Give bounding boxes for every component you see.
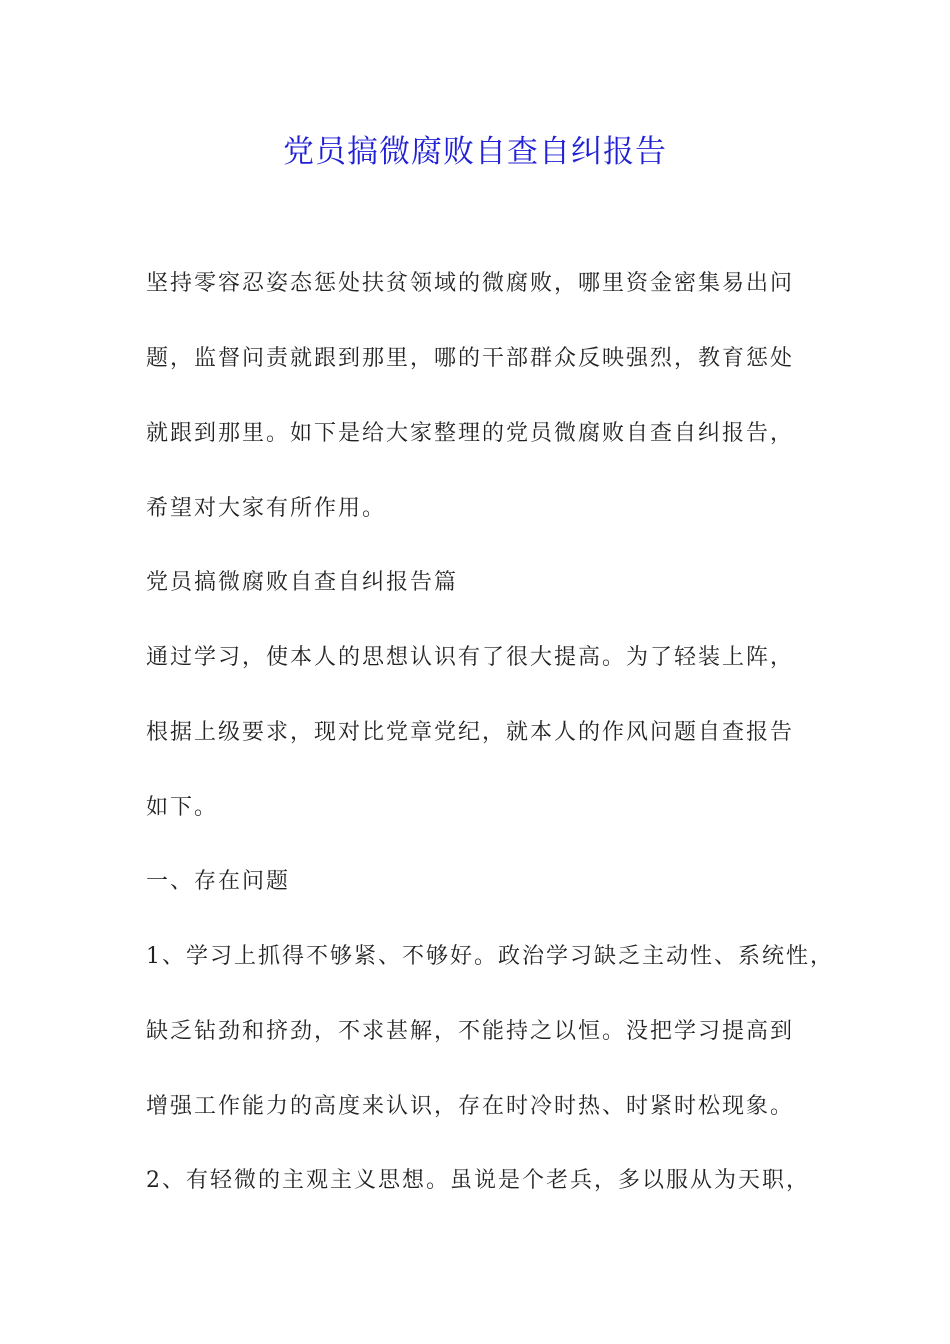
body-line: 通过学习，使本人的思想认识有了很大提高。为了轻装上阵，: [146, 645, 795, 670]
body-line: 如下。: [146, 795, 219, 820]
body-line: 1、学习上抓得不够紧、不够好。政治学习缺乏主动性、系统性，: [146, 944, 834, 969]
body-line: 希望对大家有所作用。: [146, 496, 387, 521]
section-heading: 一、存在问题: [146, 869, 291, 894]
body-line: 缺乏钻劲和挤劲，不求甚解，不能持之以恒。没把学习提高到: [146, 1019, 795, 1044]
body-line: 根据上级要求，现对比党章党纪，就本人的作风问题自查报告: [146, 720, 795, 745]
section-heading: 党员搞微腐败自查自纠报告篇: [146, 570, 459, 595]
body-line: 就跟到那里。如下是给大家整理的党员微腐败自查自纠报告，: [146, 421, 795, 446]
body-line: 增强工作能力的高度来认识，存在时冷时热、时紧时松现象。: [146, 1094, 795, 1119]
body-line: 题，监督问责就跟到那里，哪的干部群众反映强烈，教育惩处: [146, 346, 795, 371]
body-line: 坚持零容忍姿态惩处扶贫领域的微腐败，哪里资金密集易出问: [146, 271, 795, 296]
document-title: 党员搞微腐败自查自纠报告: [283, 134, 667, 170]
body-line: 2、有轻微的主观主义思想。虽说是个老兵，多以服从为天职，: [146, 1168, 810, 1193]
